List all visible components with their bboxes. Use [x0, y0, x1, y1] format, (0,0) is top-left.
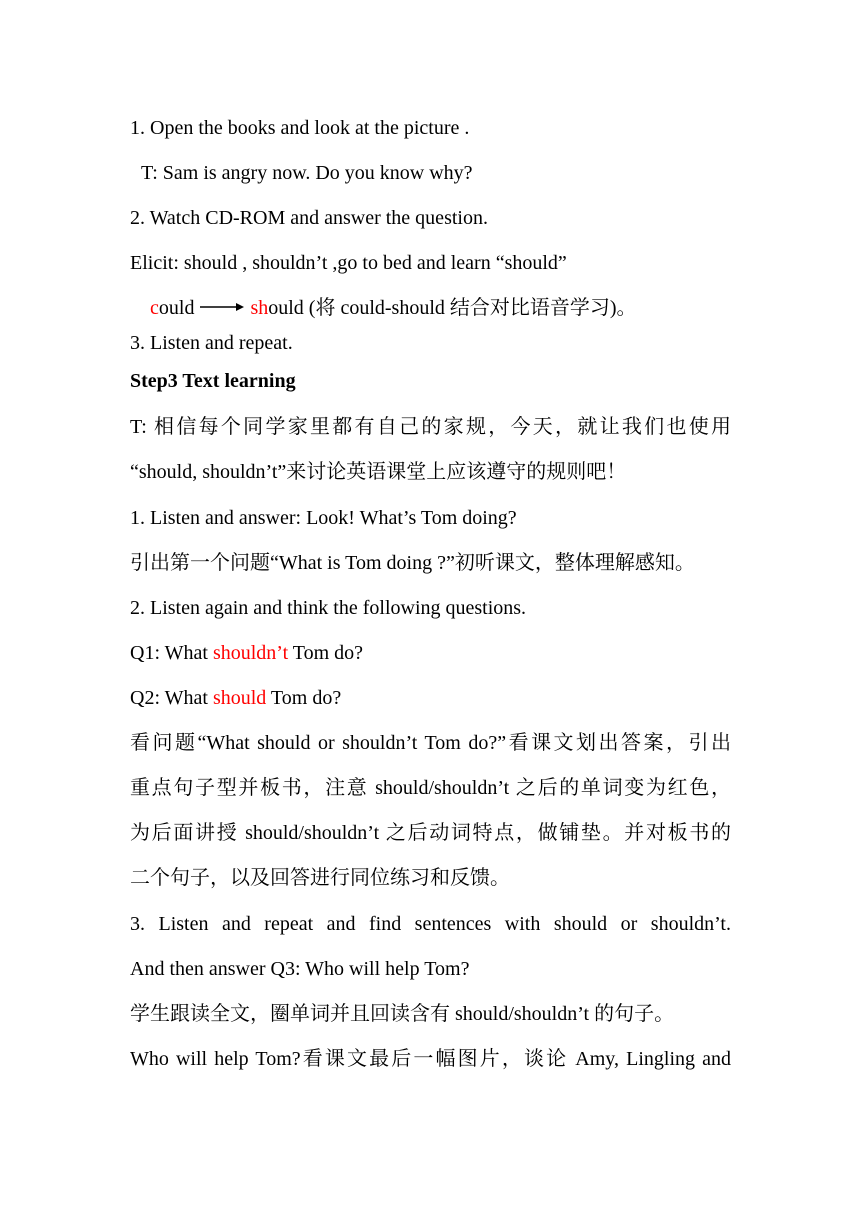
section-heading-step3: Step3 Text learning	[130, 370, 296, 392]
listen-again-line: 2. Listen again and think the following questions.	[130, 597, 527, 619]
question-q1	[130, 641, 363, 665]
student-read-line: 学生跟读全文，圈单词并且回读含有 should/shouldn’t 的句子。	[130, 1003, 675, 1025]
who-help-line: Who will help Tom?看课文最后一幅图片，谈论 Amy, Lingling and	[130, 1048, 731, 1070]
paragraph-line-2: 重点句子型并板书，注意 should/shouldn’t 之后的单词变为红色，	[130, 777, 731, 799]
first-question-line: 引出第一个问题“What is Tom doing ?”初听课文，整体理解感知。	[130, 552, 695, 574]
could-initial-letter: c	[150, 297, 159, 319]
q1-suffix: Tom do?	[288, 642, 364, 664]
should-initial-letters: sh	[250, 297, 269, 319]
question-q2	[130, 686, 341, 710]
q2-prefix: Q2: What	[130, 687, 213, 709]
paragraph-line-4: 二个句子，以及回答进行同位练习和反馈。	[130, 867, 510, 889]
right-arrow-icon	[200, 302, 244, 312]
q2-suffix: Tom do?	[266, 687, 342, 709]
listen-find-line-1: 3. Listen and repeat and find sentences with should or shouldn’t.	[130, 913, 731, 935]
step-watch-cdrom: 2. Watch CD-ROM and answer the question.	[130, 207, 488, 229]
listen-answer-line: 1. Listen and answer: Look! What’s Tom doing?	[130, 507, 517, 529]
q1-highlight: shouldn’t	[212, 642, 289, 664]
could-should-line	[150, 296, 637, 320]
should-rest: ould (将 could-should 结合对比语音学习)。	[268, 297, 637, 319]
paragraph-line-1: 看问题“What should or shouldn’t Tom do?”看课文划出答案，引出	[130, 732, 731, 754]
q1-prefix: Q1: What	[130, 642, 213, 664]
q2-highlight: should	[212, 687, 267, 709]
listen-find-line-2: And then answer Q3: Who will help Tom?	[130, 958, 470, 980]
paragraph-line-3: 为后面讲授 should/shouldn’t 之后动词特点，做铺垫。并对板书的	[130, 822, 731, 844]
could-rest: ould	[158, 297, 195, 319]
step-open-books: 1. Open the books and look at the picture .	[130, 117, 470, 139]
teacher-question-sam: T: Sam is angry now. Do you know why?	[141, 162, 473, 184]
teacher-intro-line-1: T: 相信每个同学家里都有自己的家规，今天，就让我们也使用	[130, 416, 731, 438]
elicit-line: Elicit: should , shouldn’t ,go to bed and learn “should”	[130, 252, 567, 274]
step-listen-repeat: 3. Listen and repeat.	[130, 332, 293, 354]
teacher-intro-line-2: “should, shouldn’t”来讨论英语课堂上应该遵守的规则吧！	[130, 461, 627, 483]
